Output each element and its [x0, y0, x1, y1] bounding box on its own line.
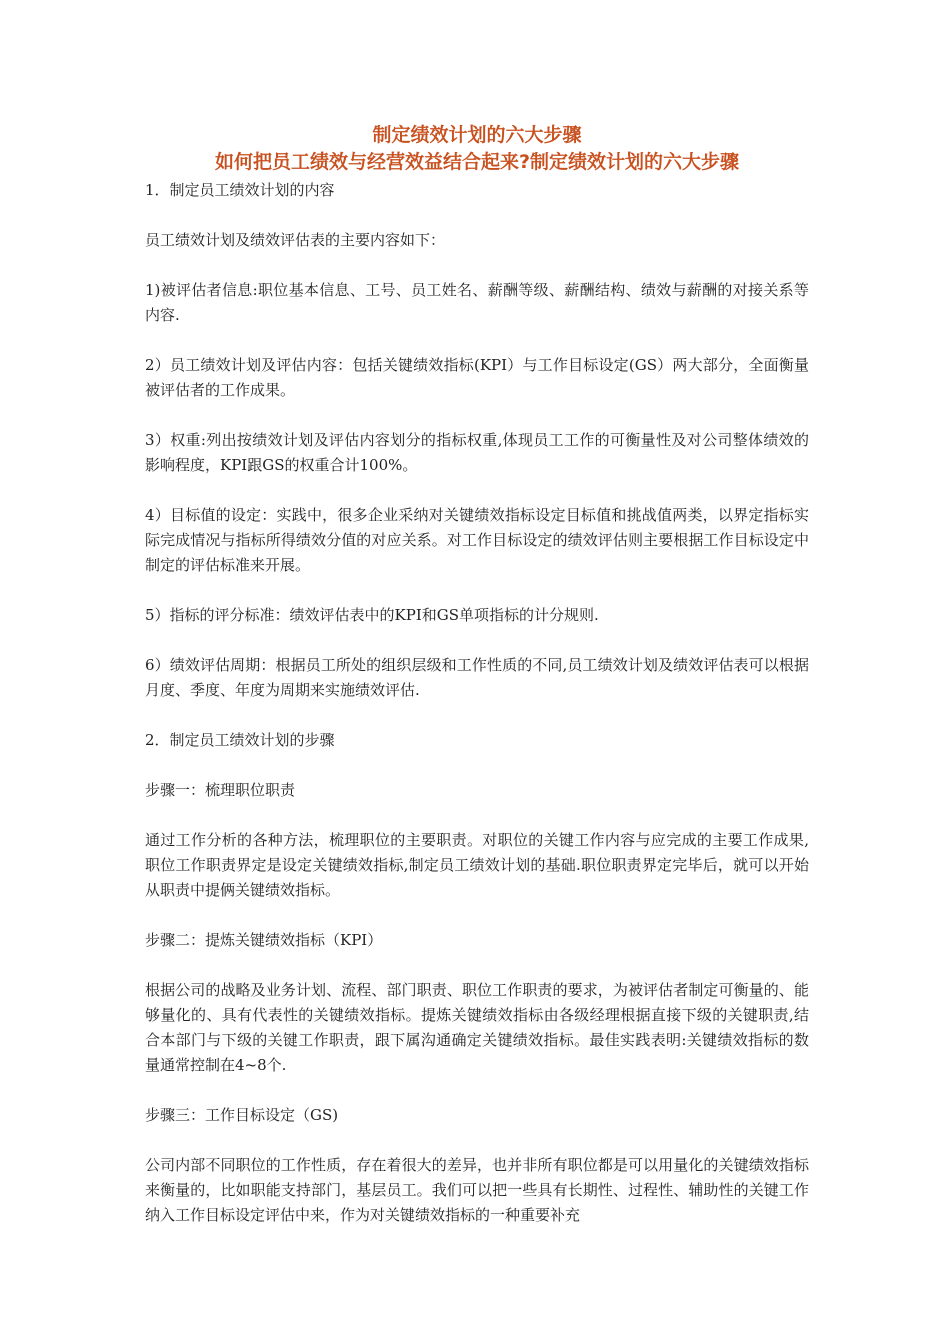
paragraph: 通过工作分析的各种方法，梳理职位的主要职责。对职位的关键工作内容与应完成的主要工作成果,职位工作职责界定是设定关键绩效指标,制定员工绩效计划的基础.职位职责界定完毕后，就可以开始从职责中提俩关键绩效指标。	[145, 831, 809, 899]
step-heading-2: 步骤二：提炼关键绩效指标（KPI）	[145, 931, 383, 949]
document-title: 制定绩效计划的六大步骤	[372, 124, 582, 146]
paragraph: 员工绩效计划及绩效评估表的主要内容如下：	[145, 231, 446, 249]
paragraph: 根据公司的战略及业务计划、流程、部门职责、职位工作职责的要求，为被评估者制定可衡量的、能够量化的、具有代表性的关键绩效指标。提炼关键绩效指标由各级经理根据直接下级的关键职责,结合本部门与下级的关键工作职责，跟下属沟通确定关键绩效指标。最佳实践表明:关键绩效指标的数量通常控制在4~8个.	[145, 981, 809, 1074]
list-item: 5）指标的评分标准：绩效评估表中的KPI和GS单项指标的计分规则.	[145, 606, 599, 624]
list-item: 4）目标值的设定：实践中，很多企业采纳对关键绩效指标设定目标值和挑战值两类，以界定指标实际完成情况与指标所得绩效分值的对应关系。对工作目标设定的绩效评估则主要根据工作目标设定中制定的评估标准来开展。	[145, 506, 809, 574]
step-heading-3: 步骤三：工作目标设定（GS)	[145, 1106, 339, 1124]
section-heading-1: 1．制定员工绩效计划的内容	[145, 181, 335, 199]
step-heading-1: 步骤一：梳理职位职责	[145, 781, 296, 799]
document-page	[145, 122, 809, 1253]
list-item: 3）权重:列出按绩效计划及评估内容划分的指标权重,体现员工工作的可衡量性及对公司整体绩效的影响程度，KPI跟GS的权重合计100%。	[145, 431, 809, 474]
section-heading-2: 2．制定员工绩效计划的步骤	[145, 731, 335, 749]
list-item: 1)被评估者信息:职位基本信息、工号、员工姓名、薪酬等级、薪酬结构、绩效与薪酬的对接关系等内容.	[145, 281, 809, 324]
document-body	[145, 178, 809, 1228]
paragraph: 公司内部不同职位的工作性质，存在着很大的差异，也并非所有职位都是可以用量化的关键绩效指标来衡量的，比如职能支持部门，基层员工。我们可以把一些具有长期性、过程性、辅助性的关键工作纳入工作目标设定评估中来，作为对关键绩效指标的一种重要补充	[145, 1156, 809, 1224]
document-subtitle: 如何把员工绩效与经营效益结合起来?制定绩效计划的六大步骤	[214, 151, 740, 173]
list-item: 2）员工绩效计划及评估内容：包括关键绩效指标(KPI）与工作目标设定(GS）两大部分，全面衡量被评估者的工作成果。	[145, 356, 809, 399]
list-item: 6）绩效评估周期：根据员工所处的组织层级和工作性质的不同,员工绩效计划及绩效评估表可以根据月度、季度、年度为周期来实施绩效评估.	[145, 656, 809, 699]
